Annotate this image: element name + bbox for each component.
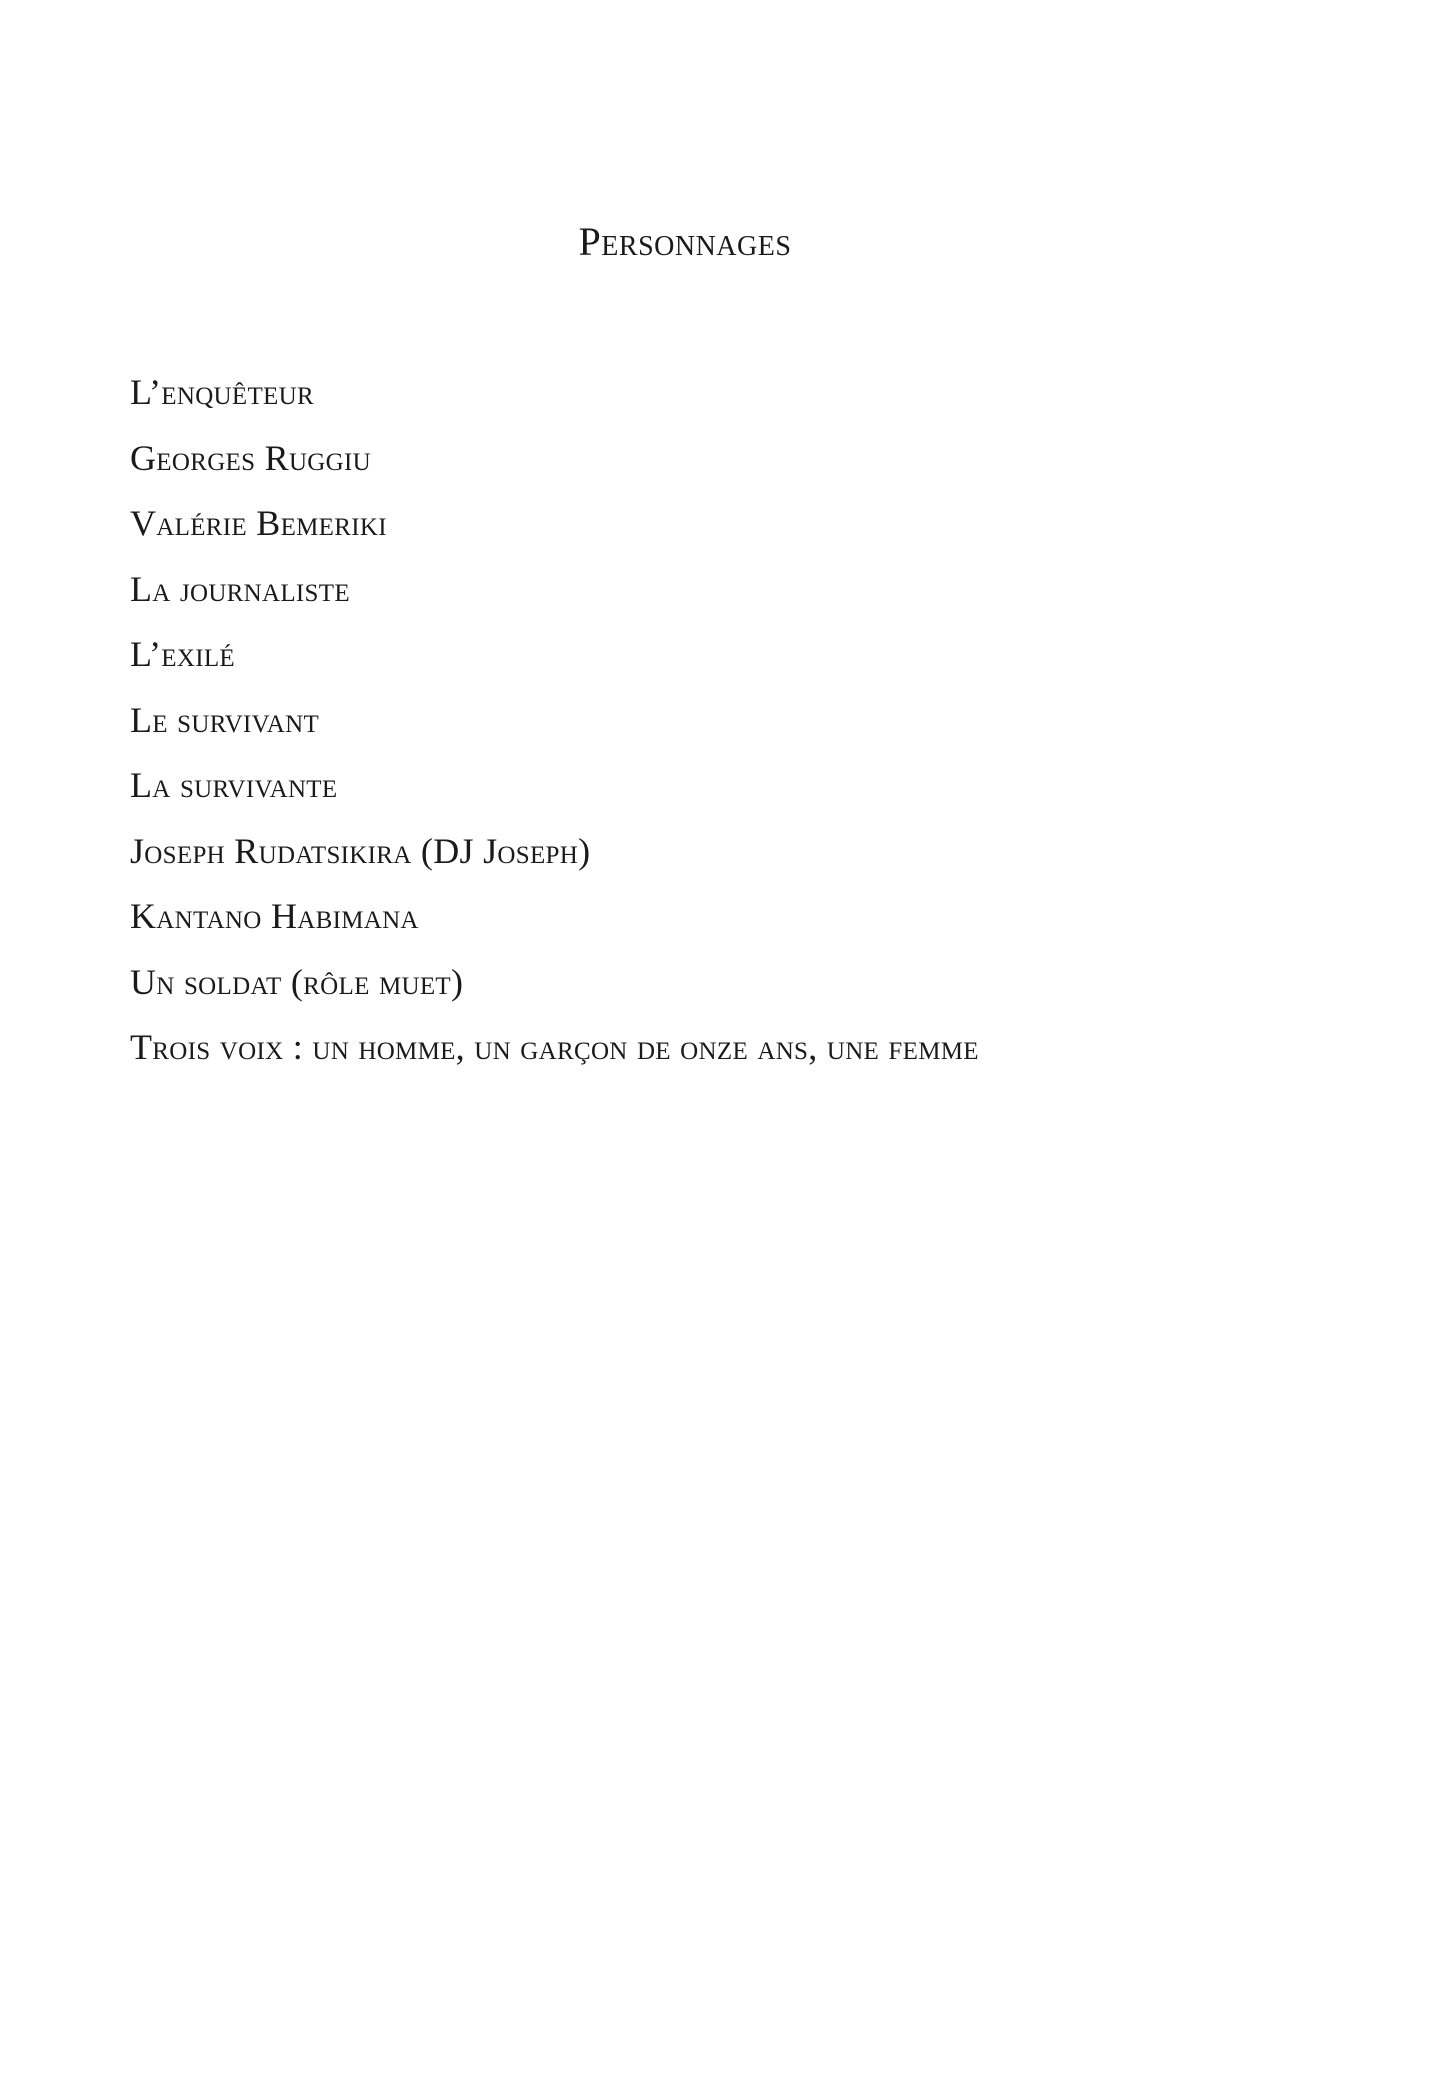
list-item: Joseph Rudatsikira (DJ Joseph) <box>130 830 591 871</box>
list-item: La survivante <box>130 765 338 805</box>
list-item: La journaliste <box>130 568 350 609</box>
page-title: Personnages <box>578 219 792 264</box>
character-list <box>130 360 979 1081</box>
list-item: Un soldat (rôle muet) <box>130 961 464 1002</box>
list-item: L’enquêteur <box>130 372 314 412</box>
list-item: Le survivant <box>130 699 320 740</box>
list-item: L’exilé <box>130 634 235 674</box>
list-item: Kantano Habimana <box>130 896 419 936</box>
list-item: Georges Ruggiu <box>130 437 371 478</box>
list-item: Trois voix : un homme, un garçon de onze ans, une femme <box>130 1027 979 1067</box>
list-item: Valérie Bemeriki <box>130 503 387 543</box>
